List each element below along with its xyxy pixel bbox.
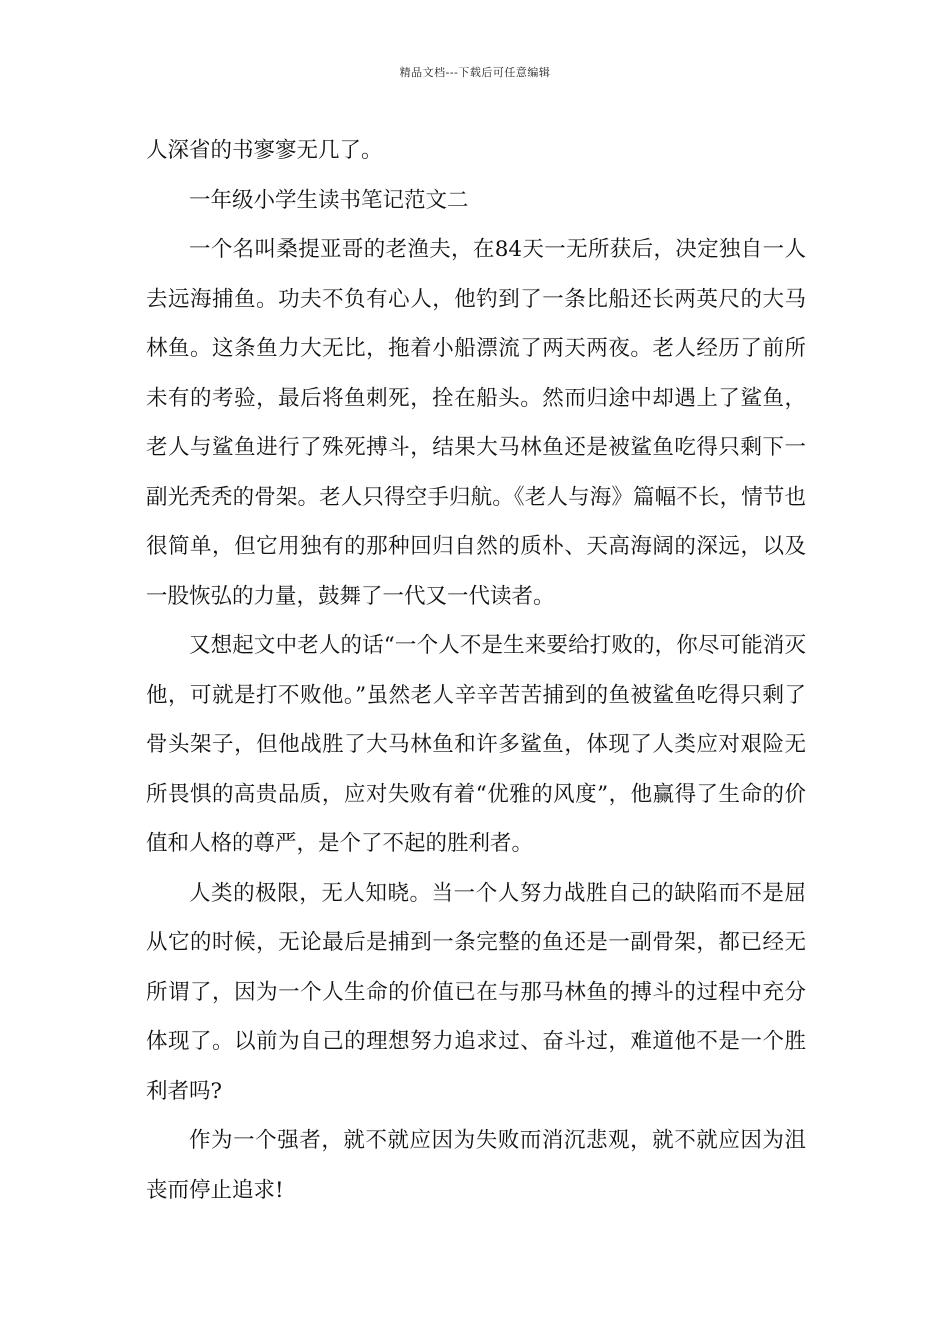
document-body — [146, 126, 806, 1215]
paragraph: 又想起文中老人的话“一个人不是生来要给打败的，你尽可能消灭他，可就是打不败他。”虽然老人辛辛苦苦捕到的鱼被鲨鱼吃得只剩了骨头架子，但他战胜了大马林鱼和许多鲨鱼，体现了人类应对艰险无所畏惧的高贵品质，应对失败有着“优雅的风度”，他赢得了生命的价值和人格的尊严，是个了不起的胜利者。 — [146, 633, 806, 856]
paragraph: 人类的极限，无人知晓。当一个人努力战胜自己的缺陷而不是屈从它的时候，无论最后是捕到一条完整的鱼还是一副骨架，都已经无所谓了，因为一个人生命的价值已在与那马林鱼的搏斗的过程中充分体现了。以前为自己的理想努力追求过、奋斗过，难道他不是一个胜利者吗? — [146, 880, 806, 1104]
section-title: 一年级小学生读书笔记范文二 — [189, 187, 469, 213]
paragraph: 一个名叫桑提亚哥的老渔夫，在84天一无所获后，决定独自一人去远海捕鱼。功夫不负有心人，他钓到了一条比船还长两英尺的大马林鱼。这条鱼力大无比，拖着小船漂流了两天两夜。老人经历了前所未有的考验，最后将鱼刺死，拴在船头。然而归途中却遇上了鲨鱼，老人与鲨鱼进行了殊死搏斗，结果大马林鱼还是被鲨鱼吃得只剩下一副光秃秃的骨架。老人只得空手归航。《老人与海》篇幅不长，情节也很简单，但它用独有的那种回归自然的质朴、天高海阔的深远，以及一股恢弘的力量，鼓舞了一代又一代读者。 — [146, 237, 806, 609]
paragraph: 作为一个强者，就不就应因为失败而消沉悲观，就不就应因为沮丧而停止追求! — [146, 1128, 806, 1203]
paragraph-continuation: 人深省的书寥寥无几了。 — [146, 138, 383, 163]
page-header: 精品文档---下载后可任意编辑 — [399, 66, 551, 79]
